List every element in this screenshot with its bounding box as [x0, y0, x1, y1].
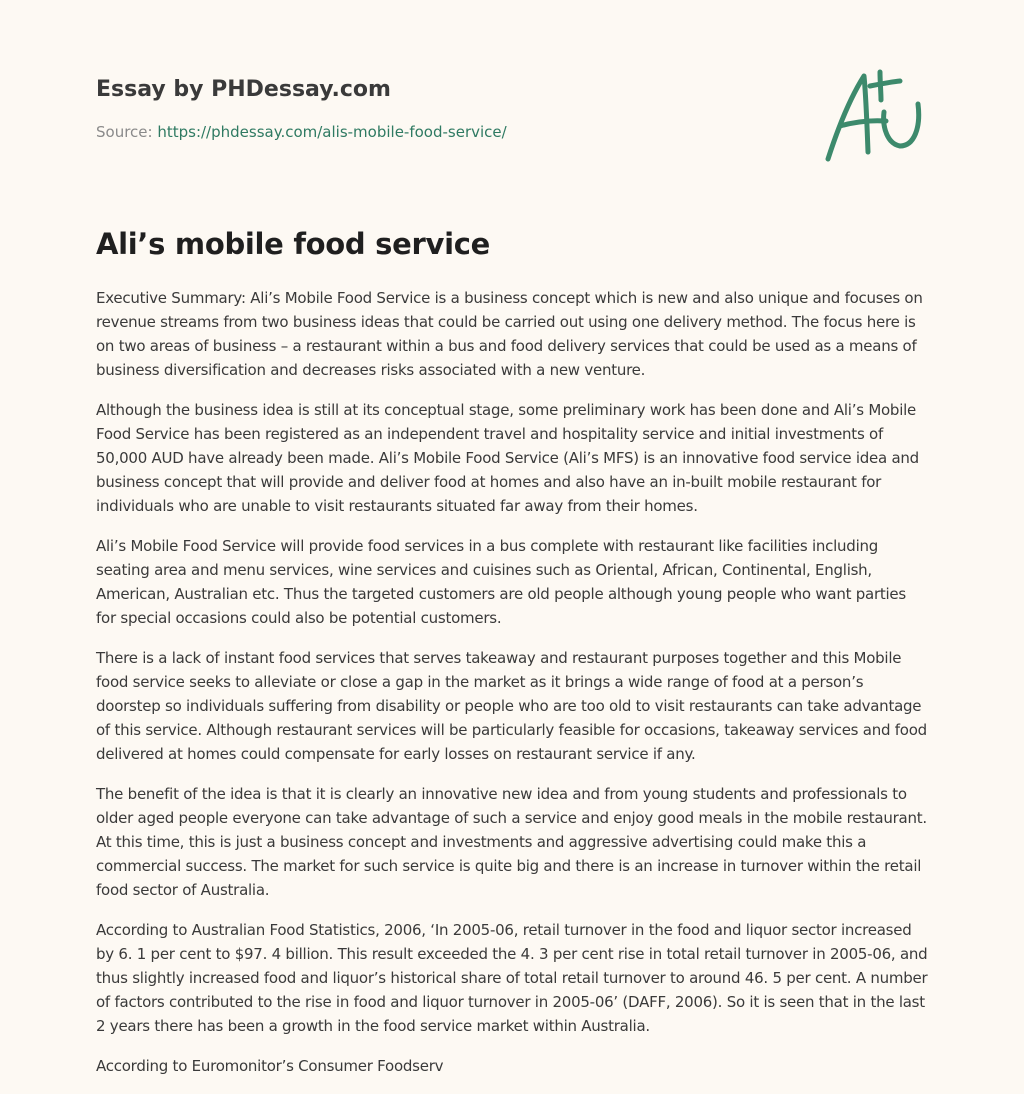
paragraph: There is a lack of instant food services that serves takeaway and restaurant purposes together and this Mobile food service seeks to alleviate or close a gap in the market as it brings a wide range of food at a person’s doorstep so individuals suffering from disability or people who are too old to visit restaurants can take advantage of this service. Although restaurant services will be particularly feasible for occasions, takeaway services and food delivered at homes could compensate for early losses on restaurant service if any.: [96, 649, 927, 763]
paragraph: According to Euromonitor’s Consumer Foodserv: [96, 1057, 444, 1075]
paragraph: According to Australian Food Statistics, 2006, ‘In 2005-06, retail turnover in the food and liquor sector increased by 6. 1 per cent to $97. 4 billion. This result exceeded the 4. 3 per cent rise in total retail turnover in 2005-06, and thus slightly increased food and liquor’s historical share of total retail turnover to around 46. 5 per cent. A number of factors contributed to the rise in food and liquor turnover in 2005-06’ (DAFF, 2006). So it is seen that in the last 2 years there has been a growth in the food service market within Australia.: [96, 921, 928, 1035]
site-title: Essay by PHDessay.com: [96, 77, 391, 102]
document-title: Ali’s mobile food service: [96, 227, 490, 261]
source-link[interactable]: https://phdessay.com/alis-mobile-food-service/: [157, 123, 507, 141]
essay-body: [96, 286, 928, 1094]
paragraph: Although the business idea is still at its conceptual stage, some preliminary work has been done and Ali’s Mobile Food Service has been registered as an independent travel and hospitality service and initial investments of 50,000 AUD have already been made. Ali’s Mobile Food Service (Ali’s MFS) is an innovative food service idea and business concept that will provide and deliver food at homes and also have an in-built mobile restaurant for individuals who are unable to visit restaurants situated far away from their homes.: [96, 401, 919, 515]
paragraph: Ali’s Mobile Food Service will provide food services in a bus complete with restaurant like facilities including seating area and menu services, wine services and cuisines such as Oriental, African, Continental, English, American, Australian etc. Thus the targeted customers are old people although young people who want parties for special occasions could also be potential customers.: [96, 537, 906, 627]
paragraph: The benefit of the idea is that it is clearly an innovative new idea and from young students and professionals to older aged people everyone can take advantage of such a service and enjoy good meals in the mobile restaurant. At this time, this is just a business concept and investments and aggressive advertising could make this a commercial success. The market for such service is quite big and there is an increase in turnover within the retail food sector of Australia.: [96, 785, 927, 899]
essay-header: [96, 74, 796, 142]
paragraph: Executive Summary: Ali’s Mobile Food Service is a business concept which is new and also unique and focuses on revenue streams from two business ideas that could be carried out using one delivery method. The focus here is on two areas of business – a restaurant within a bus and food delivery services that could be used as a means of business diversification and decreases risks associated with a new venture.: [96, 289, 923, 379]
source-line: [96, 122, 796, 142]
source-label: Source:: [96, 123, 158, 141]
a-plus-logo-icon: [820, 66, 930, 166]
